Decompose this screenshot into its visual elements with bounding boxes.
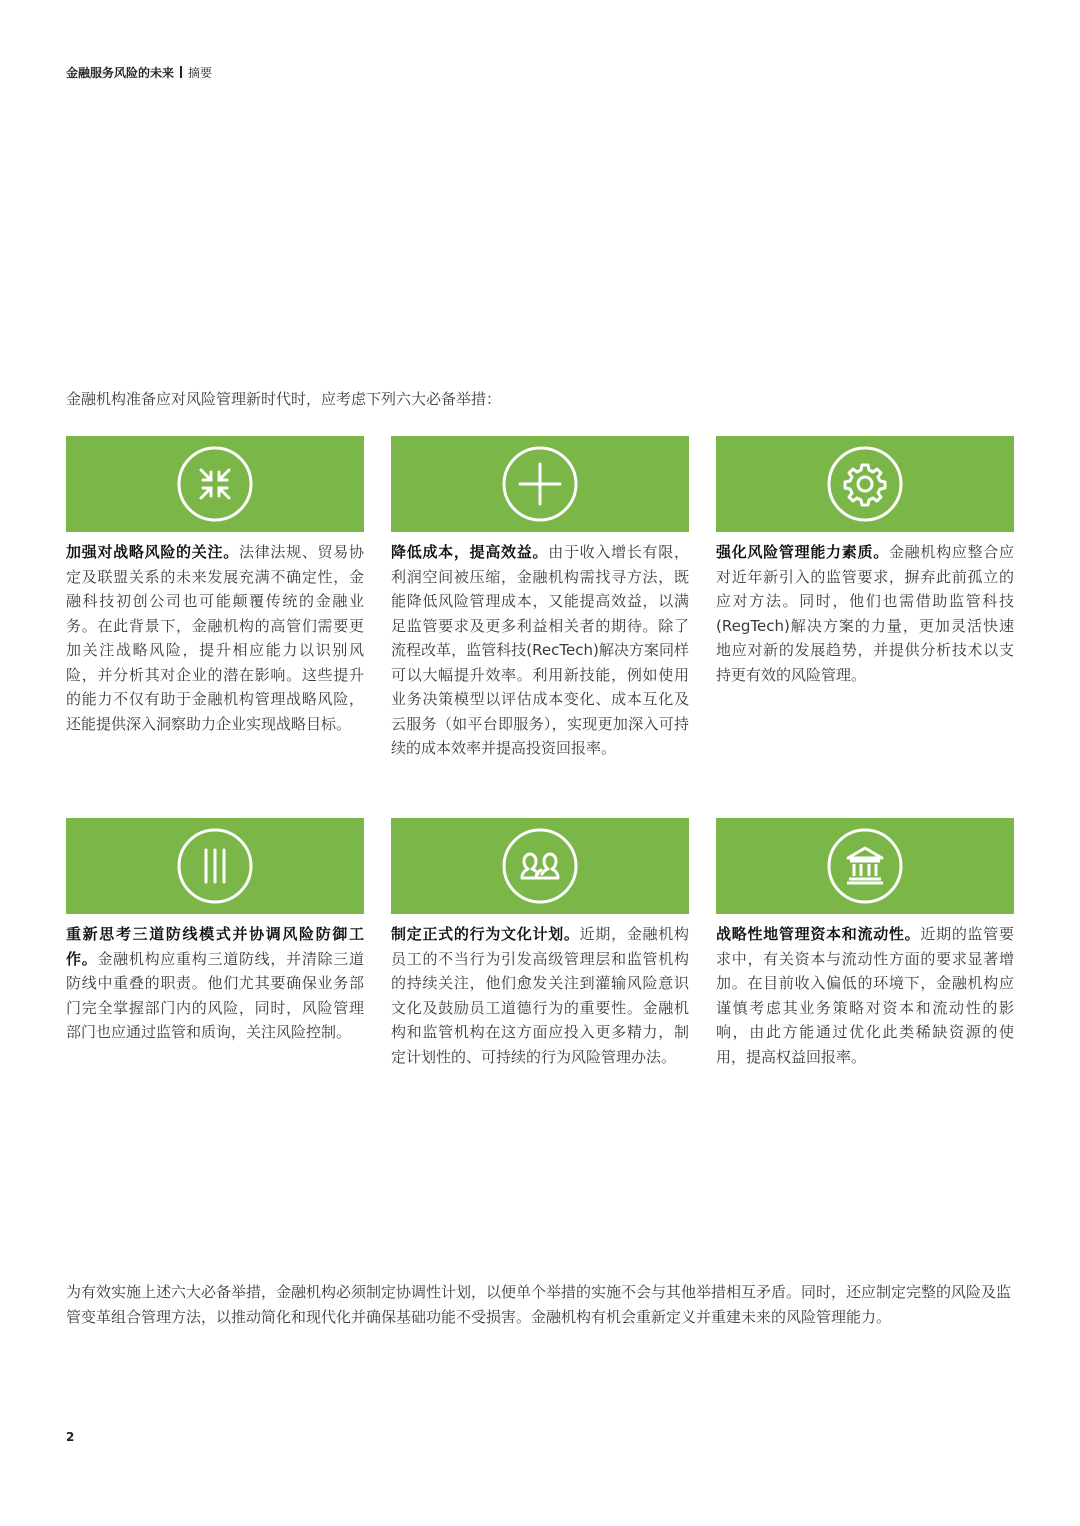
section-label: 摘要 [188, 66, 213, 80]
card-body: 近期，金融机构员工的不当行为引发高级管理层和监管机构的持续关注，他们愈发关注到灌输风险意识文化及鼓励员工道德行为的重要性。金融机构和监管机构在这方面应投入更多精力，制定计划性的、可持续的行为风险管理办法。 [391, 925, 689, 1066]
initiative-card [716, 436, 1014, 687]
header-divider [180, 66, 182, 78]
three-lines-icon [175, 826, 255, 906]
card-body: 法律法规、贸易协定及联盟关系的未来发展充满不确定性，金融科技初创公司也可能颠覆传统的金融业务。在此背景下，金融机构的高管们需要更加关注战略风险，提升相应能力以识别风险，并分析其对企业的潜在影响。这些提升的能力不仅有助于金融机构管理战略风险，还能提供深入洞察助力企业实现战略目标。 [66, 543, 364, 733]
card-body: 金融机构应重构三道防线，并清除三道防线中重叠的职责。他们尤其要确保业务部门完全掌握部门内的风险，同时，风险管理部门也应通过监管和质询，关注风险控制。 [66, 949, 364, 1041]
icon-tile [716, 818, 1014, 914]
card-heading: 降低成本，提高效益。 [391, 543, 549, 561]
gear-icon [825, 444, 905, 524]
intro-paragraph: 金融机构准备应对风险管理新时代时，应考虑下列六大必备举措： [66, 390, 502, 408]
people-icon [500, 826, 580, 906]
card-body: 近期的监管要求中，有关资本与流动性方面的要求显著增加。在目前收入偏低的环境下，金融机构应谨慎考虑其业务策略对资本和流动性的影响，由此方能通过优化此类稀缺资源的使用，提高权益回报率。 [716, 925, 1014, 1066]
icon-tile [716, 436, 1014, 532]
card-heading: 加强对战略风险的关注。 [66, 543, 239, 561]
card-text [391, 540, 689, 761]
card-text [66, 922, 364, 1045]
card-heading: 战略性地管理资本和流动性。 [716, 925, 921, 943]
card-heading: 强化风险管理能力素质。 [716, 543, 889, 561]
icon-tile [391, 436, 689, 532]
bank-icon [825, 826, 905, 906]
icon-tile [391, 818, 689, 914]
card-body: 由于收入增长有限，利润空间被压缩，金融机构需找寻方法，既能降低风险管理成本，又能提高效益，以满足监管要求及更多利益相关者的期待。除了流程改革，监管科技(RecTech)解决方案同样可以大幅提升效率。利用新技能，例如使用业务决策模型以评估成本变化、成本互化及云服务（如平台即服务），实现更加深入可持续的成本效率并提高投资回报率。 [391, 543, 689, 757]
card-heading: 制定正式的行为文化计划。 [391, 925, 580, 943]
initiative-card [716, 818, 1014, 1069]
initiative-card [391, 436, 689, 761]
card-text [391, 922, 689, 1069]
plus-icon [500, 444, 580, 524]
document-title: 金融服务风险的未来 [66, 66, 175, 80]
running-header [66, 64, 212, 81]
card-heading: 重新思考三道防线模式并协调风险防御工作。 [66, 925, 364, 968]
card-body: 金融机构应整合应对近年新引入的监管要求，摒弃此前孤立的应对方法。同时，他们也需借助监管科技(RegTech)解决方案的力量，更加灵活快速地应对新的发展趋势，并提供分析技术以支持更有效的风险管理。 [716, 543, 1014, 684]
initiative-card [66, 436, 364, 736]
card-text [716, 540, 1014, 687]
initiative-card [66, 818, 364, 1045]
initiative-card [391, 818, 689, 1069]
arrows-inward-icon [175, 444, 255, 524]
card-text [716, 922, 1014, 1069]
icon-tile [66, 436, 364, 532]
card-text [66, 540, 364, 736]
closing-paragraph: 为有效实施上述六大必备举措，金融机构必须制定协调性计划，以便单个举措的实施不会与其他举措相互矛盾。同时，还应制定完整的风险及监管变革组合管理方法，以推动简化和现代化并确保基础功能不受损害。金融机构有机会重新定义并重建未来的风险管理能力。 [66, 1283, 1012, 1326]
icon-tile [66, 818, 364, 914]
page-number: 2 [66, 1430, 75, 1444]
